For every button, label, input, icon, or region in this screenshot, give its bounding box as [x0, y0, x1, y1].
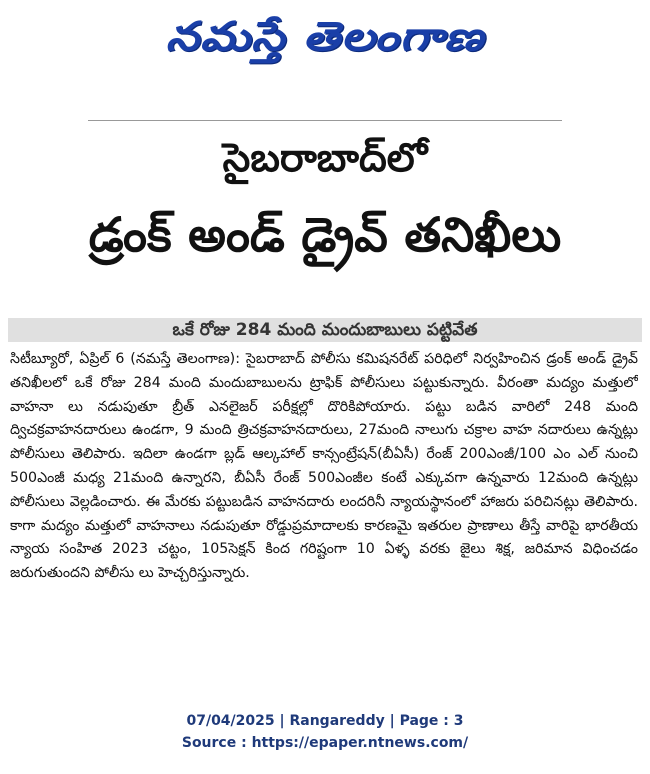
edition-info: 07/04/2025 | Rangareddy | Page : 3 [186, 713, 464, 729]
subheadline: ఒకే రోజు 284 మంది మందుబాబులు పట్టివేత [172, 320, 478, 340]
subheadline-bar [8, 318, 642, 342]
newspaper-masthead [0, 6, 650, 68]
divider-rule [88, 120, 562, 121]
masthead-title: నమస్తే తెలంగాణ [165, 14, 485, 60]
article-body [10, 348, 638, 688]
source-link[interactable]: Source : https://epaper.ntnews.com/ [181, 735, 469, 751]
article-paragraph: సిటీబ్యూరో, ఏప్రిల్ 6 (నమస్తే తెలంగాణ): సైబరాబాద్ పోలీసు కమిషనరేట్ పరిధిలో నిర్వహించిన డ్రంక్ అండ్ డ్రైవ్ తనిఖీలలో ఒకే రోజు 284 మంది మందుబాబులను ట్రాఫిక్ పోలీసులు పట్టుకున్నారు. వీరంతా మద్యం మత్తులో వాహనా లు నడుపుతూ బ్రీత్ ఎనలైజర్ పరీక్షల్లో దొరికిపోయారు. పట్టు బడిన వారిలో 248 మంది ద్విచక్రవాహనదారులు ఉండగా, 9 మంది త్రిచక్రవాహనదారులు, 27మంది నాలుగు చక్రాల వాహ నదారులు ఉన్నట్లు పోలీసులు తెలిపారు. ఇదిలా ఉండగా బ్లడ్ ఆల్కహాల్ కాన్సంట్రేషన్(బీఏసీ) రేంజ్ 200ఎంజీ/100 ఎం ఎల్ నుంచి 500ఎంజీ మధ్య 21మంది ఉన్నారని, బీఏసీ రేంజ్ 500ఎంజీల కంటే ఎక్కువగా ఉన్నవారు 12మంది ఉన్నట్లు పోలీసులు వెల్లడించారు. ఈ మేరకు పట్టుబడిన వాహనదారు లందరినీ న్యాయస్థానంలో హాజరు పరిచినట్లు తెలిపారు. కాగా మద్యం మత్తులో వాహనాలు నడుపుతూ రోడ్డుప్రమాదాలకు కారణమై ఇతరుల ప్రాణాలు తీస్తే వారిపై భారతీయ న్యాయ సంహిత 2023 చట్టం, 105సెక్షన్ కింద గరిష్టంగా 10 ఏళ్ళ వరకు జైలు శిక్ష, జరిమాన విధించడం జరుగుతుందని పోలీసు లు హెచ్చరిస్తున్నారు. [10, 351, 638, 582]
headline-line-1: సైబరాబాద్‌లో [222, 135, 428, 181]
headline-line-2: డ్రంక్ అండ్ డ్రైవ్ తనిఖీలు [88, 207, 562, 263]
